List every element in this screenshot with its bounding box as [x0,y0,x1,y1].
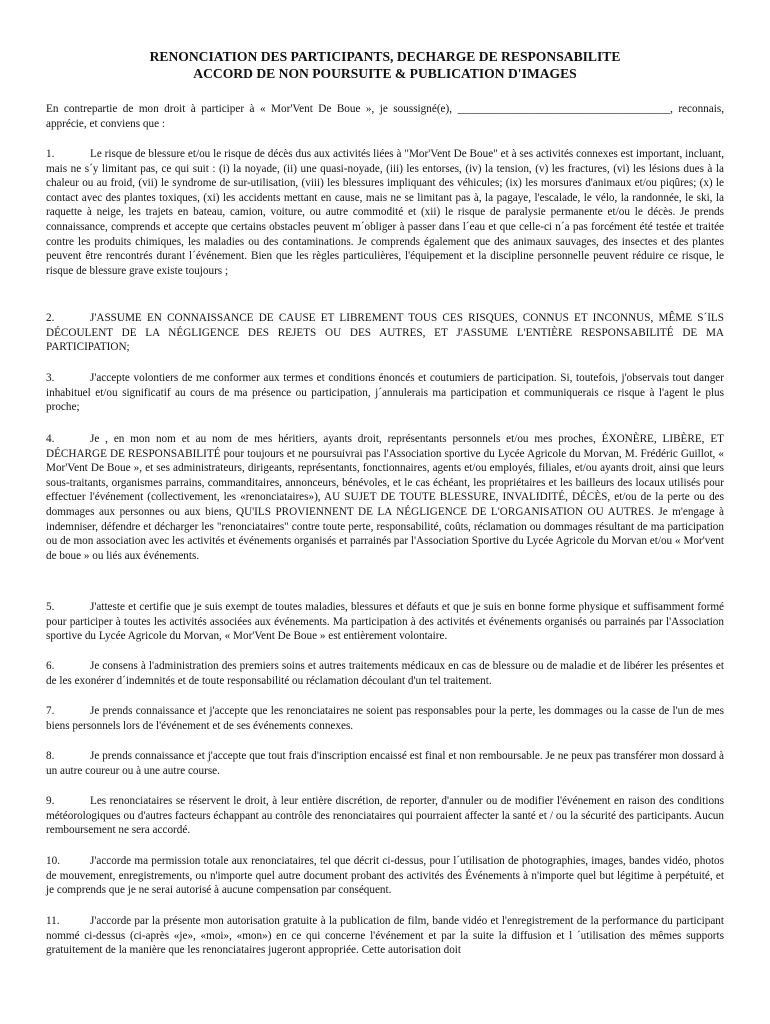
clause-number: 7. [46,705,55,717]
clause-6 [46,659,724,688]
clause-text: Je prends connaissance et j'accepte que les renonciataires ne soient pas responsables pour la perte, les dommages ou la casse de l'un de mes biens personnels lors de l'événement et de ses événements connexes. [46,705,724,732]
title-line-2: ACCORD DE NON POURSUITE & PUBLICATION D'IMAGES [193,66,577,81]
clause-8 [46,749,724,778]
clause-number: 6. [46,660,55,672]
clause-text: J'atteste et certifie que je suis exempt de toutes maladies, blessures et défauts et que je suis en bonne forme physique et suffisamment formé pour participer à toutes les activités associées aux événements. Ma participation à des activités et événements organisés ou parrainés par l'Association sportive du Lycée Agricole du Morvan, « Mor'Vent De Boue » est entièrement volontaire. [46,601,724,643]
clause-text: Je prends connaissance et j'accepte que tout frais d'inscription encaissé est final et non remboursable. Je ne peux pas transférer mon dossard à un autre coureur ou à une autre course. [46,750,724,777]
clause-number: 3. [46,372,55,384]
clause-5 [46,600,724,644]
clause-text: Je consens à l'administration des premiers soins et autres traitements médicaux en cas de blessure ou de maladie et de libérer les présentes et de les exonérer d´indemnités et de toute responsabilité ou réclamation découlant d'un tel traitement. [46,660,724,687]
intro-paragraph: En contrepartie de mon droit à participer à « Mor'Vent De Boue », je soussigné(e), ______________________________________, reconnais, apprécie, et conviens que : [46,103,724,130]
clause-1 [46,147,724,278]
clause-text: Je , en mon nom et au nom de mes héritiers, ayants droit, représentants personnels et/ou mes proches, ÉXONÈRE, LIBÈRE, ET DÉCHARGE DE RESPONSABILITÉ pour toujours et ne poursuivrai pas l'Association sportive du Lycée Agricole du Morvan, M. Frédéric Guillot, « Mor'Vent De Boue », et ses administrateurs, dirigeants, représentants, fonctionnaires, agents et/ou employés, filiales, et/ou ayants droit, ainsi que leurs sous-traitants, organismes parrains, commanditaires, annonceurs, bénévoles, et le cas échéant, les propriétaires et les bailleurs des locaux utilisés pour effectuer l'événement (collectivement, les «renonciataires»), AU SUJET DE TOUTE BLESSURE, INVALIDITÉ, DÉCÈS, et/ou de la perte ou des dommages aux personnes ou aux biens, QU'ILS PROVIENNENT DE LA NÉGLIGENCE DE L'ORGANISATION OU AUTRES. Je m'engage à indemniser, défendre et décharger les "renonciataires" contre toute perte, responsabilité, coûts, réclamation ou dommages résultant de ma participation ou de mon association avec les activités et événements organisés et parrainés par l'Association Sportive du Lycée Agricole du Morvan et/ou « Mor'vent de boue » ou liés aux événements. [46,433,724,562]
clause-number: 4. [46,433,55,445]
document-title [46,48,724,82]
clause-2 [46,311,724,355]
clause-number: 8. [46,750,55,762]
clause-text: J'ASSUME EN CONNAISSANCE DE CAUSE ET LIBREMENT TOUS CES RISQUES, CONNUS ET INCONNUS, MÊME S´ILS DÉCOULENT DE LA NÉGLIGENCE DES REJETS OU DES AUTRES, ET J'ASSUME L'ENTIÈRE RESPONSABILITÉ DE MA PARTICIPATION; [46,312,724,354]
clause-text: J'accepte volontiers de me conformer aux termes et conditions énoncés et coutumiers de participation. Si, toutefois, j'observais tout danger inhabituel et/ou significatif au cours de ma présence ou participation, j´annulerais ma participation et communiquerais ce risque à l'agent le plus proche; [46,372,724,414]
clause-text: J'accorde par la présente mon autorisation gratuite à la publication de film, bande vidéo et l'enregistrement de la performance du participant nommé ci-dessus (ci-après «je», «moi», «mon») en ce qui concerne l'événement et par la suite la diffusion et l ´utilisation des mêmes supports gratuitement de la manière que les renonciataires jugeront appropriée. Cette autorisation doit [46,915,724,957]
clause-7 [46,704,724,733]
clause-4 [46,432,724,563]
clause-text: J'accorde ma permission totale aux renonciataires, tel que décrit ci-dessus, pour l´utilisation de photographies, images, bandes vidéo, photos de mouvement, enregistrements, ou n'importe quel autre document probant des activités des Événements à n'importe quel but légitime à perpétuité, et je comprends que je ne serai autorisé à aucune compensation par conséquent. [46,855,724,897]
title-line-1: RENONCIATION DES PARTICIPANTS, DECHARGE DE RESPONSABILITE [149,49,621,64]
clause-number: 11. [46,915,60,927]
clause-text: Le risque de blessure et/ou le risque de décès dus aux activités liées à "Mor'Vent De Boue" et à ses activités connexes est important, incluant, mais ne s´y limitant pas, ce qui suit : (i) la noyade, (ii) une quasi-noyade, (iii) les entorses, (iv) la tension, (v) les fractures, (vi) les lésions dues à la chaleur ou au froid, (vii) le syndrome de sur-utilisation, (viii) les blessures impliquant des véhicules; (ix) les morsures d'animaux et/ou piqûres; (x) le contact avec des plantes toxiques, (xi) les accidents mettant en cause, mais ne se limitant pas à, la pagaye, l'escalade, le vélo, la randonnée, le ski, la raquette à neige, les trajets en bateau, camion, voiture, ou autre commodité et (xii) le risque de paralysie permanente et/ou le décès. Je prends connaissance, comprends et accepte que certains obstacles peuvent m´obliger à passer dans l´eau et que celle-ci n´a pas forcément été testée et traitée contre les produits chimiques, les maladies ou des contaminations. Je comprends également que des animaux sauvages, des insectes et des plantes peuvent être rencontrés durant l´événement. Bien que les règles particulières, l'équipement et la discipline personnelle peuvent réduire ce risque, le risque de blessure grave existe toujours ; [46,148,724,277]
clause-number: 2. [46,312,55,324]
clause-number: 5. [46,601,55,613]
clause-text: Les renonciataires se réservent le droit, à leur entière discrétion, de reporter, d'annuler ou de modifier l'événement en raison des conditions météorologiques ou d'autres facteurs échappant au contrôle des renonciataires qui pourraient affecter la santé et / ou la sécurité des participants. Aucun remboursement ne sera accordé. [46,795,724,837]
clause-number: 10. [46,855,60,867]
clause-number: 9. [46,795,55,807]
clause-11 [46,914,724,958]
clause-10 [46,854,724,898]
clause-3 [46,371,724,415]
clause-number: 1. [46,148,55,160]
clause-9 [46,794,724,838]
